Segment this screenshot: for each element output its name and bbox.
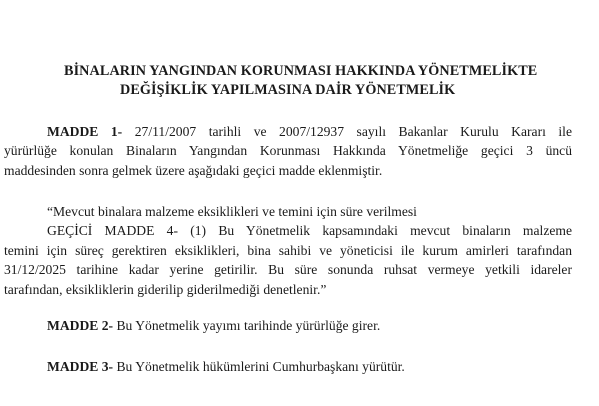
article-1-line-2: yürürlüğe konulan Binaların Yangından Korunması Hakkında Yönetmeliğe geçici 3 üncü — [4, 143, 572, 159]
article-3-text: Bu Yönetmelik hükümlerini Cumhurbaşkanı yürütür. — [116, 359, 405, 374]
article-3 — [47, 357, 567, 376]
article-2-label: MADDE 2- — [47, 318, 114, 333]
article-1-label: MADDE 1- — [47, 124, 123, 139]
article-2 — [47, 316, 567, 335]
provisional-article-line-2: temini için süreç gerektiren eksiklikleri, bina sahibi ve yöneticisi ile kurum amirleri tarafından — [4, 242, 572, 258]
article-1-text-1: 27/11/2007 tarihli ve 2007/12937 sayılı Bakanlar Kurulu Kararı ile — [134, 124, 572, 139]
article-3-label: MADDE 3- — [47, 359, 114, 374]
provisional-article-line-3: 31/12/2025 tarihine kadar yerine getirilir. Bu süre sonunda ruhsat vermeye yetkili idareler — [4, 262, 572, 278]
provisional-article-line-4: tarafından, eksikliklerin giderilip giderilmediği denetlenir.” — [4, 281, 327, 297]
article-2-line — [47, 316, 567, 335]
article-2-text: Bu Yönetmelik yayımı tarihinde yürürlüğe girer. — [116, 318, 381, 333]
article-1-line-3: maddesinden sonra gelmek üzere aşağıdaki geçici madde eklenmiştir. — [4, 162, 383, 178]
provisional-article-line-1: GEÇİCİ MADDE 4- (1) Bu Yönetmelik kapsamındaki mevcut binaların malzeme — [47, 223, 572, 239]
article-3-line — [47, 357, 567, 376]
provisional-article-heading: “Mevcut binalara malzeme eksiklikleri ve temini için süre verilmesi — [47, 204, 417, 219]
article-1 — [4, 122, 572, 180]
document-title-line-2: DEĞİŞİKLİK YAPILMASINA DAİR YÖNETMELİK — [120, 82, 456, 98]
provisional-article — [4, 202, 572, 299]
document-title-line-1: BİNALARIN YANGINDAN KORUNMASI HAKKINDA YÖNETMELİKTE — [64, 63, 538, 79]
article-1-line-1 — [4, 122, 572, 141]
